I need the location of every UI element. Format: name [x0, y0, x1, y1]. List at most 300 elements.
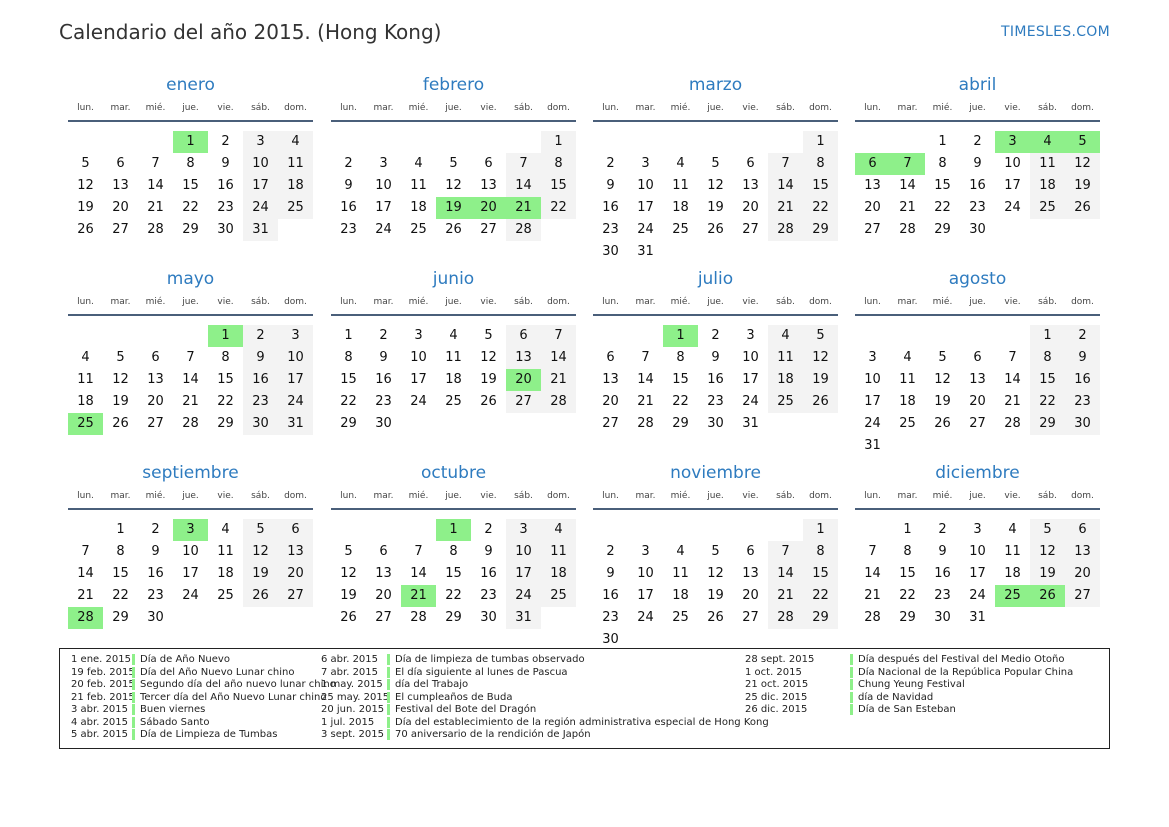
weekday-header: dom.: [1071, 491, 1094, 501]
header-divider: [593, 508, 838, 510]
weekday-header: mar.: [373, 103, 394, 113]
weekday-header: lun.: [602, 297, 619, 307]
day-cell: 12: [707, 566, 724, 581]
day-cell: 9: [1065, 347, 1100, 369]
holiday-date: 20 feb. 2015: [71, 679, 135, 690]
day-cell: 7: [541, 325, 576, 347]
weekday-header: lun.: [340, 491, 357, 501]
day-cell: 21: [899, 200, 916, 215]
weekday-header: mié.: [145, 491, 166, 501]
weekday-header: sáb.: [514, 491, 533, 501]
day-cell: 2: [1065, 325, 1100, 347]
day-cell: 29: [182, 222, 199, 237]
day-cell: 20: [742, 588, 759, 603]
day-cell: 24: [969, 588, 986, 603]
day-cell: 8: [186, 156, 195, 171]
day-cell: 4: [221, 522, 230, 537]
day-cell: 20: [742, 200, 759, 215]
holiday-date: 19 feb. 2015: [71, 666, 135, 678]
holiday-day-cell: 6: [855, 153, 890, 175]
weekday-header: jue.: [445, 491, 462, 501]
day-cell: 8: [676, 350, 685, 365]
day-cell: 14: [182, 372, 199, 387]
day-cell: 31: [864, 438, 881, 453]
day-cell: 1: [344, 328, 353, 343]
day-cell: 30: [969, 222, 986, 237]
weekday-header: lun.: [602, 103, 619, 113]
weekday-header: lun.: [340, 103, 357, 113]
header-divider: [331, 314, 576, 316]
day-cell: 27: [602, 416, 619, 431]
weekday-header: vie.: [217, 103, 234, 113]
day-cell: 11: [445, 350, 462, 365]
day-cell: 28: [899, 222, 916, 237]
day-cell: 5: [1030, 519, 1065, 541]
day-cell: 13: [602, 372, 619, 387]
day-cell: 17: [637, 200, 654, 215]
weekday-header: mié.: [408, 297, 429, 307]
weekday-header: mar.: [635, 491, 656, 501]
day-cell: 13: [969, 372, 986, 387]
day-cell: 18: [672, 200, 689, 215]
day-cell: 3: [379, 156, 388, 171]
weekday-header: vie.: [217, 491, 234, 501]
day-cell: 6: [151, 350, 160, 365]
header-divider: [68, 120, 313, 122]
day-cell: 7: [506, 153, 541, 175]
weekday-header: dom.: [1071, 103, 1094, 113]
day-cell: 1: [116, 522, 125, 537]
day-cell: 25: [541, 585, 576, 607]
day-cell: 19: [340, 588, 357, 603]
weekday-header: jue.: [707, 103, 724, 113]
month-name: marzo: [688, 75, 743, 95]
day-cell: 6: [379, 544, 388, 559]
day-cell: 4: [676, 544, 685, 559]
day-cell: 20: [147, 394, 164, 409]
month-noviembre: [593, 463, 838, 647]
day-cell: 7: [868, 544, 877, 559]
day-cell: 10: [278, 347, 313, 369]
day-cell: 13: [278, 541, 313, 563]
holiday-day-cell: 1: [663, 325, 698, 347]
day-cell: 5: [484, 328, 493, 343]
weekday-header: mié.: [408, 103, 429, 113]
day-cell: 16: [707, 372, 724, 387]
day-cell: 10: [864, 372, 881, 387]
day-cell: 9: [606, 178, 615, 193]
day-cell: 19: [707, 588, 724, 603]
day-cell: 19: [77, 200, 94, 215]
day-cell: 9: [344, 178, 353, 193]
day-cell: 11: [77, 372, 94, 387]
weekday-header: mié.: [408, 491, 429, 501]
weekday-header: jue.: [445, 297, 462, 307]
weekday-header: sáb.: [776, 491, 795, 501]
day-cell: 11: [1004, 544, 1021, 559]
month-septiembre: [68, 463, 313, 643]
holiday-name: Día del establecimiento de la región administrativa especial de Hong Kong: [387, 717, 769, 728]
holiday-name: Día de limpieza de tumbas observado: [387, 654, 585, 665]
month-octubre: [331, 463, 576, 643]
day-cell: 4: [278, 131, 313, 153]
weekday-header: lun.: [864, 297, 881, 307]
weekday-header: mié.: [932, 491, 953, 501]
day-cell: 6: [1065, 519, 1100, 541]
day-cell: 20: [864, 200, 881, 215]
holiday-day-cell: 1: [173, 131, 208, 153]
holiday-date: 20 jun. 2015: [321, 704, 385, 715]
weekday-header: sáb.: [251, 297, 270, 307]
day-cell: 15: [803, 563, 838, 585]
month-name: mayo: [166, 269, 215, 289]
day-cell: 13: [506, 347, 541, 369]
day-cell: 19: [112, 394, 129, 409]
day-cell: 12: [112, 372, 129, 387]
weekday-header: mar.: [635, 103, 656, 113]
month-julio: [593, 269, 838, 449]
weekday-header: vie.: [1004, 103, 1021, 113]
month-name: septiembre: [142, 463, 239, 483]
day-cell: 3: [278, 325, 313, 347]
weekday-header: mié.: [670, 297, 691, 307]
day-cell: 17: [506, 563, 541, 585]
holiday-name: Festival del Bote del Dragón: [387, 704, 536, 715]
day-cell: 26: [1065, 197, 1100, 219]
day-cell: 26: [803, 391, 838, 413]
day-cell: 13: [1065, 541, 1100, 563]
day-cell: 15: [217, 372, 234, 387]
day-cell: 16: [375, 372, 392, 387]
day-cell: 17: [864, 394, 881, 409]
day-cell: 29: [803, 219, 838, 241]
holiday-day-cell: 28: [68, 607, 103, 629]
day-cell: 19: [1065, 175, 1100, 197]
day-cell: 8: [938, 156, 947, 171]
day-cell: 18: [899, 394, 916, 409]
day-cell: 16: [602, 200, 619, 215]
day-cell: 25: [445, 394, 462, 409]
day-cell: 24: [742, 394, 759, 409]
day-cell: 18: [217, 566, 234, 581]
weekday-header: jue.: [707, 297, 724, 307]
day-cell: 12: [340, 566, 357, 581]
day-cell: 26: [934, 416, 951, 431]
day-cell: 11: [768, 347, 803, 369]
day-cell: 17: [375, 200, 392, 215]
day-cell: 1: [803, 519, 838, 541]
day-cell: 30: [147, 610, 164, 625]
holiday-date: 26 dic. 2015: [745, 704, 808, 715]
weekday-header: mar.: [373, 491, 394, 501]
day-cell: 21: [768, 197, 803, 219]
day-cell: 12: [445, 178, 462, 193]
day-cell: 29: [340, 416, 357, 431]
day-cell: 9: [221, 156, 230, 171]
weekday-header: mié.: [932, 103, 953, 113]
day-cell: 25: [672, 610, 689, 625]
holiday-date: 25 dic. 2015: [745, 691, 808, 703]
day-cell: 9: [243, 347, 278, 369]
header-divider: [855, 508, 1100, 510]
day-cell: 30: [217, 222, 234, 237]
holiday-day-cell: 5: [1065, 131, 1100, 153]
weekday-header: sáb.: [514, 297, 533, 307]
header-divider: [593, 314, 838, 316]
holiday-name: día de Navidad: [850, 692, 933, 703]
day-cell: 22: [182, 200, 199, 215]
day-cell: 23: [602, 610, 619, 625]
weekday-header: dom.: [547, 103, 570, 113]
day-cell: 13: [375, 566, 392, 581]
day-cell: 19: [707, 200, 724, 215]
weekday-header: dom.: [547, 491, 570, 501]
weekday-header: vie.: [480, 103, 497, 113]
day-cell: 21: [864, 588, 881, 603]
day-cell: 20: [112, 200, 129, 215]
day-cell: 26: [77, 222, 94, 237]
day-cell: 1: [903, 522, 912, 537]
holiday-name: Chung Yeung Festival: [850, 679, 965, 690]
month-name: junio: [432, 269, 475, 289]
day-cell: 22: [672, 394, 689, 409]
day-cell: 4: [768, 325, 803, 347]
day-cell: 15: [541, 175, 576, 197]
day-cell: 12: [77, 178, 94, 193]
day-cell: 8: [449, 544, 458, 559]
weekday-header: vie.: [1004, 297, 1021, 307]
weekday-header: lun.: [340, 297, 357, 307]
holiday-day-cell: 3: [995, 131, 1030, 153]
day-cell: 4: [449, 328, 458, 343]
day-cell: 31: [506, 607, 541, 629]
day-cell: 12: [803, 347, 838, 369]
day-cell: 10: [182, 544, 199, 559]
day-cell: 2: [344, 156, 353, 171]
day-cell: 30: [602, 244, 619, 259]
day-cell: 28: [637, 416, 654, 431]
day-cell: 15: [445, 566, 462, 581]
weekday-header: dom.: [809, 103, 832, 113]
day-cell: 27: [742, 222, 759, 237]
page-title: Calendario del año 2015. (Hong Kong): [59, 20, 442, 44]
day-cell: 21: [182, 394, 199, 409]
day-cell: 29: [803, 607, 838, 629]
day-cell: 31: [969, 610, 986, 625]
day-cell: 1: [803, 131, 838, 153]
day-cell: 13: [480, 178, 497, 193]
holiday-name: El cumpleaños de Buda: [387, 692, 512, 703]
month-name: agosto: [948, 269, 1007, 289]
day-cell: 22: [340, 394, 357, 409]
day-cell: 1: [938, 134, 947, 149]
month-name: diciembre: [935, 463, 1020, 483]
day-cell: 14: [864, 566, 881, 581]
day-cell: 10: [506, 541, 541, 563]
day-cell: 4: [903, 350, 912, 365]
day-cell: 14: [541, 347, 576, 369]
day-cell: 24: [278, 391, 313, 413]
holiday-name: Día de Año Nuevo: [132, 654, 230, 665]
holiday-day-cell: 1: [208, 325, 243, 347]
day-cell: 18: [768, 369, 803, 391]
day-cell: 5: [803, 325, 838, 347]
day-cell: 20: [375, 588, 392, 603]
day-cell: 8: [903, 544, 912, 559]
holiday-day-cell: 3: [173, 519, 208, 541]
day-cell: 8: [1030, 347, 1065, 369]
day-cell: 28: [147, 222, 164, 237]
day-cell: 20: [969, 394, 986, 409]
day-cell: 9: [973, 156, 982, 171]
day-cell: 8: [803, 153, 838, 175]
day-cell: 9: [606, 566, 615, 581]
holiday-name: Sábado Santo: [132, 717, 209, 728]
day-cell: 5: [711, 544, 720, 559]
day-cell: 16: [1065, 369, 1100, 391]
day-cell: 20: [278, 563, 313, 585]
day-cell: 18: [410, 200, 427, 215]
day-cell: 26: [707, 610, 724, 625]
day-cell: 23: [147, 588, 164, 603]
day-cell: 3: [641, 544, 650, 559]
day-cell: 24: [637, 610, 654, 625]
holiday-name: Día después del Festival del Medio Otoño: [850, 654, 1064, 665]
day-cell: 8: [221, 350, 230, 365]
holiday-day-cell: 21: [506, 197, 541, 219]
weekday-header: mar.: [110, 491, 131, 501]
holiday-date: 6 abr. 2015: [321, 654, 379, 665]
day-cell: 27: [742, 610, 759, 625]
weekday-header: vie.: [1004, 491, 1021, 501]
day-cell: 25: [672, 222, 689, 237]
day-cell: 15: [1030, 369, 1065, 391]
holiday-date: 3 sept. 2015: [321, 729, 384, 740]
weekday-header: mar.: [897, 103, 918, 113]
day-cell: 27: [864, 222, 881, 237]
holiday-day-cell: 20: [471, 197, 506, 219]
holiday-name: Día Nacional de la República Popular China: [850, 667, 1073, 678]
day-cell: 11: [1030, 153, 1065, 175]
day-cell: 10: [1004, 156, 1021, 171]
day-cell: 28: [410, 610, 427, 625]
day-cell: 25: [1030, 197, 1065, 219]
day-cell: 27: [506, 391, 541, 413]
weekday-header: dom.: [284, 491, 307, 501]
day-cell: 18: [1030, 175, 1065, 197]
weekday-header: mar.: [110, 297, 131, 307]
weekday-header: sáb.: [1038, 297, 1057, 307]
holiday-date: 28 sept. 2015: [745, 654, 815, 665]
day-cell: 12: [480, 350, 497, 365]
day-cell: 6: [606, 350, 615, 365]
day-cell: 16: [480, 566, 497, 581]
weekday-header: vie.: [480, 491, 497, 501]
day-cell: 23: [217, 200, 234, 215]
day-cell: 15: [182, 178, 199, 193]
day-cell: 7: [768, 541, 803, 563]
day-cell: 21: [541, 369, 576, 391]
header-divider: [593, 120, 838, 122]
day-cell: 17: [969, 566, 986, 581]
day-cell: 22: [217, 394, 234, 409]
day-cell: 23: [243, 391, 278, 413]
month-abril: [855, 75, 1100, 255]
weekday-header: mar.: [373, 297, 394, 307]
weekday-header: sáb.: [776, 297, 795, 307]
weekday-header: jue.: [969, 103, 986, 113]
day-cell: 15: [803, 175, 838, 197]
day-cell: 3: [414, 328, 423, 343]
day-cell: 18: [445, 372, 462, 387]
day-cell: 23: [969, 200, 986, 215]
day-cell: 17: [742, 372, 759, 387]
day-cell: 9: [484, 544, 493, 559]
weekday-header: jue.: [969, 491, 986, 501]
weekday-header: vie.: [742, 491, 759, 501]
day-cell: 24: [410, 394, 427, 409]
day-cell: 14: [637, 372, 654, 387]
day-cell: 11: [899, 372, 916, 387]
day-cell: 22: [803, 585, 838, 607]
day-cell: 27: [480, 222, 497, 237]
day-cell: 9: [151, 544, 160, 559]
day-cell: 19: [803, 369, 838, 391]
day-cell: 2: [151, 522, 160, 537]
day-cell: 18: [77, 394, 94, 409]
day-cell: 22: [899, 588, 916, 603]
brand-link[interactable]: TIMESLES.COM: [1001, 24, 1110, 40]
day-cell: 4: [414, 156, 423, 171]
day-cell: 23: [707, 394, 724, 409]
weekday-header: sáb.: [251, 103, 270, 113]
month-marzo: [593, 75, 838, 259]
month-name: abril: [958, 75, 997, 95]
day-cell: 22: [934, 200, 951, 215]
weekday-header: mar.: [110, 103, 131, 113]
weekday-header: lun.: [77, 103, 94, 113]
day-cell: 18: [672, 588, 689, 603]
day-cell: 3: [746, 328, 755, 343]
day-cell: 16: [147, 566, 164, 581]
day-cell: 14: [506, 175, 541, 197]
holiday-name: día del Trabajo: [387, 679, 468, 690]
weekday-header: jue.: [182, 297, 199, 307]
day-cell: 2: [973, 134, 982, 149]
day-cell: 3: [641, 156, 650, 171]
weekday-header: jue.: [707, 491, 724, 501]
day-cell: 22: [541, 197, 576, 219]
day-cell: 19: [1030, 563, 1065, 585]
day-cell: 16: [217, 178, 234, 193]
day-cell: 28: [541, 391, 576, 413]
day-cell: 2: [243, 325, 278, 347]
day-cell: 23: [1065, 391, 1100, 413]
day-cell: 30: [375, 416, 392, 431]
day-cell: 28: [506, 219, 541, 241]
day-cell: 13: [147, 372, 164, 387]
day-cell: 25: [768, 391, 803, 413]
day-cell: 4: [81, 350, 90, 365]
holiday-date: 3 abr. 2015: [71, 704, 129, 715]
month-enero: [68, 75, 313, 255]
weekday-header: mié.: [670, 491, 691, 501]
holiday-date: 4 abr. 2015: [71, 716, 129, 728]
holiday-name: Día del Año Nuevo Lunar chino: [132, 667, 294, 678]
month-name: octubre: [420, 463, 487, 483]
holiday-day-cell: 25: [68, 413, 103, 435]
day-cell: 7: [151, 156, 160, 171]
